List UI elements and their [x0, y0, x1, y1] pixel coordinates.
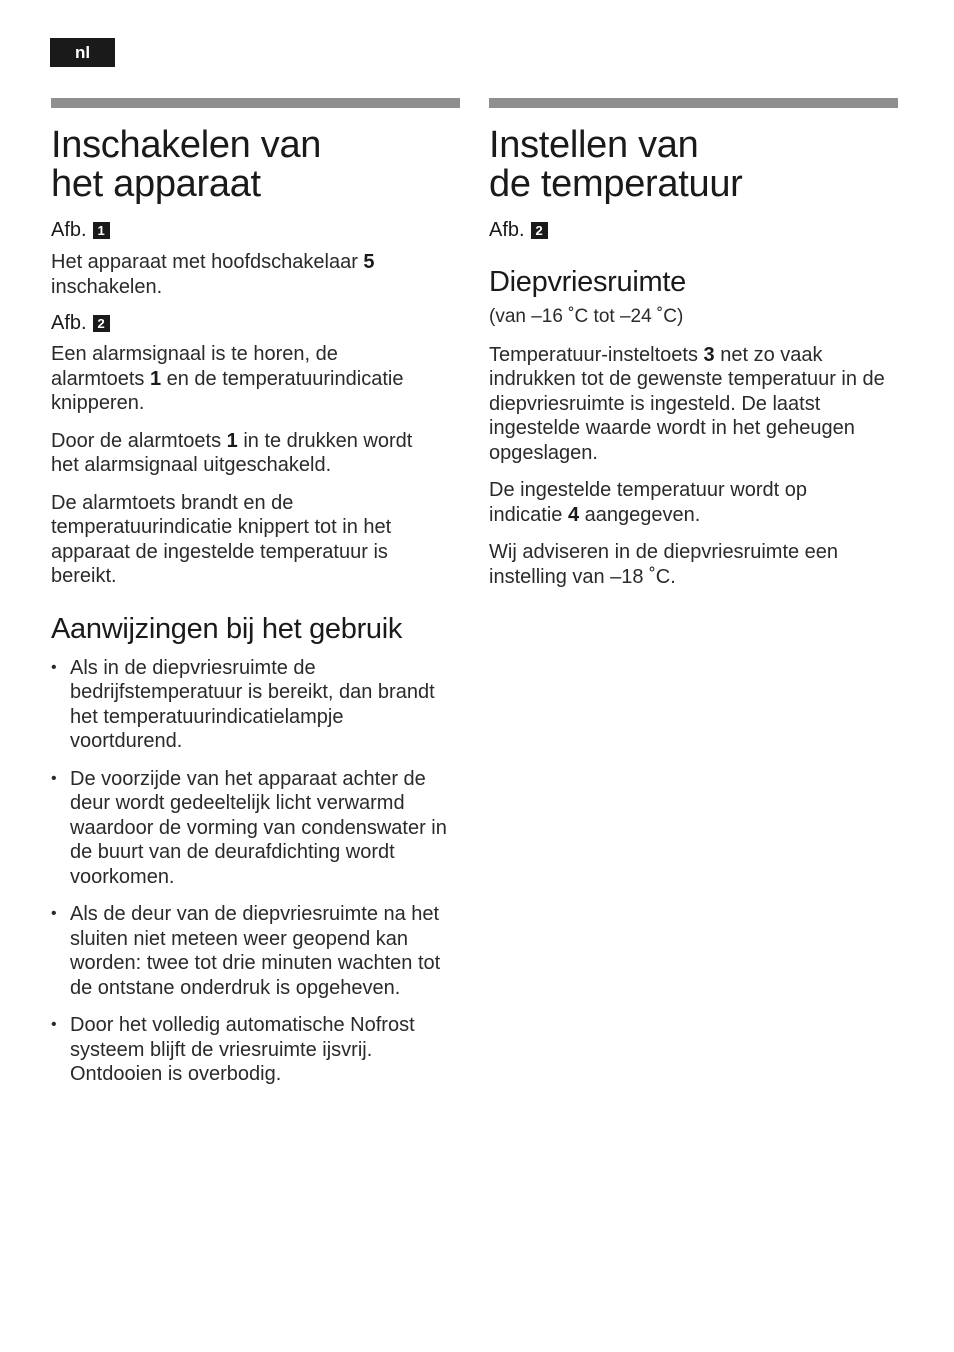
- paragraph-indication: [489, 478, 859, 527]
- subtitle-usage-notes: Aanwijzingen bij het gebruik: [51, 612, 403, 645]
- list-item: • Door het volledig automatische Nofrost systeem blijft de vriesruimte ijsvrij. Ontdooien is overbodig.: [51, 1013, 430, 1087]
- figure-number-badge: 2: [531, 222, 548, 239]
- p2-number: 1: [149, 367, 162, 390]
- figure-ref-2: [489, 218, 898, 242]
- figure-ref-1: [51, 218, 460, 242]
- figure-ref-2: [51, 311, 460, 335]
- p2-number: 4: [567, 503, 580, 526]
- figure-number-badge: 1: [93, 222, 110, 239]
- subtitle-freezer: Diepvriesruimte: [489, 266, 686, 298]
- list-item: • Als de deur van de diepvriesruimte na het sluiten niet meteen weer geopend kan worden: twee tot drie minuten wachten tot de ontstane onderdruk is opgeheven.: [51, 902, 445, 1000]
- title-switch-on: [51, 126, 460, 204]
- paragraph-alarm-signal: [51, 342, 460, 416]
- afb-label: Afb.: [489, 219, 525, 241]
- p2-line1: Een alarmsignaal is te horen, de: [51, 343, 338, 365]
- paragraph-main-switch: [51, 250, 460, 299]
- p1-rest: inschakelen.: [51, 275, 163, 298]
- temperature-range: (van –16 ˚C tot –24 ˚C): [489, 306, 684, 327]
- p1-a: Temperatuur-insteltoets: [489, 343, 704, 366]
- p2-a: alarmtoets: [51, 367, 150, 390]
- p1-text: Het apparaat met hoofdschakelaar: [51, 251, 364, 273]
- p2-b: aangegeven.: [579, 503, 701, 526]
- title-line-2: de temperatuur: [489, 163, 743, 205]
- list-item: • De voorzijde van het apparaat achter de deur wordt gedeeltelijk licht verwarmd waardoor de vorming van condenswater in de buurt van de deurafdichting wordt voorkomen.: [51, 767, 460, 890]
- p3-number: 1: [226, 429, 238, 452]
- paragraph-set-button: [489, 343, 898, 466]
- p2-b: en de temperatuurindicatie: [161, 367, 404, 390]
- paragraph-alarm-off: [51, 429, 460, 478]
- p3-a: Door de alarmtoets: [51, 429, 227, 452]
- p1-b: net zo vaak indrukken tot de gewenste temperatuur in de diepvriesruimte is ingesteld. De laatst ingestelde waarde wordt in het geheugen opgeslagen.: [489, 343, 885, 464]
- title-line-1: Instellen van: [489, 124, 699, 166]
- figure-number-badge: 2: [93, 315, 110, 332]
- p2-a: De ingestelde temperatuur wordt op indicatie: [489, 479, 807, 526]
- p1-number: 5: [363, 251, 375, 273]
- paragraph-alarm-lamp: De alarmtoets brandt en de temperatuurindicatie knippert tot in het apparaat de ingestelde temperatuur is bereikt.: [51, 491, 392, 587]
- title-set-temperature: [489, 126, 898, 204]
- title-line-1: Inschakelen van: [51, 124, 322, 166]
- p1-number: 3: [703, 343, 715, 366]
- language-tab: nl: [50, 38, 115, 67]
- afb-label: Afb.: [51, 219, 87, 241]
- left-column: [51, 98, 460, 1087]
- title-line-2: het apparaat: [51, 163, 261, 205]
- right-column: [489, 98, 898, 589]
- paragraph-advice: Wij adviseren in de diepvriesruimte een instelling van –18 ˚C.: [489, 541, 839, 588]
- p3-c: het alarmsignaal uitgeschakeld.: [51, 454, 332, 476]
- list-item: • Als in de diepvriesruimte de bedrijfstemperatuur is bereikt, dan brandt het temperatuurindicatielampje voortdurend.: [51, 656, 450, 754]
- section-rule-right: [489, 98, 898, 108]
- p3-b: in te drukken wordt: [237, 429, 413, 452]
- usage-notes-list: [51, 656, 460, 1087]
- p2-c: knipperen.: [51, 392, 145, 414]
- section-rule-left: [51, 98, 460, 108]
- afb-label: Afb.: [51, 312, 87, 334]
